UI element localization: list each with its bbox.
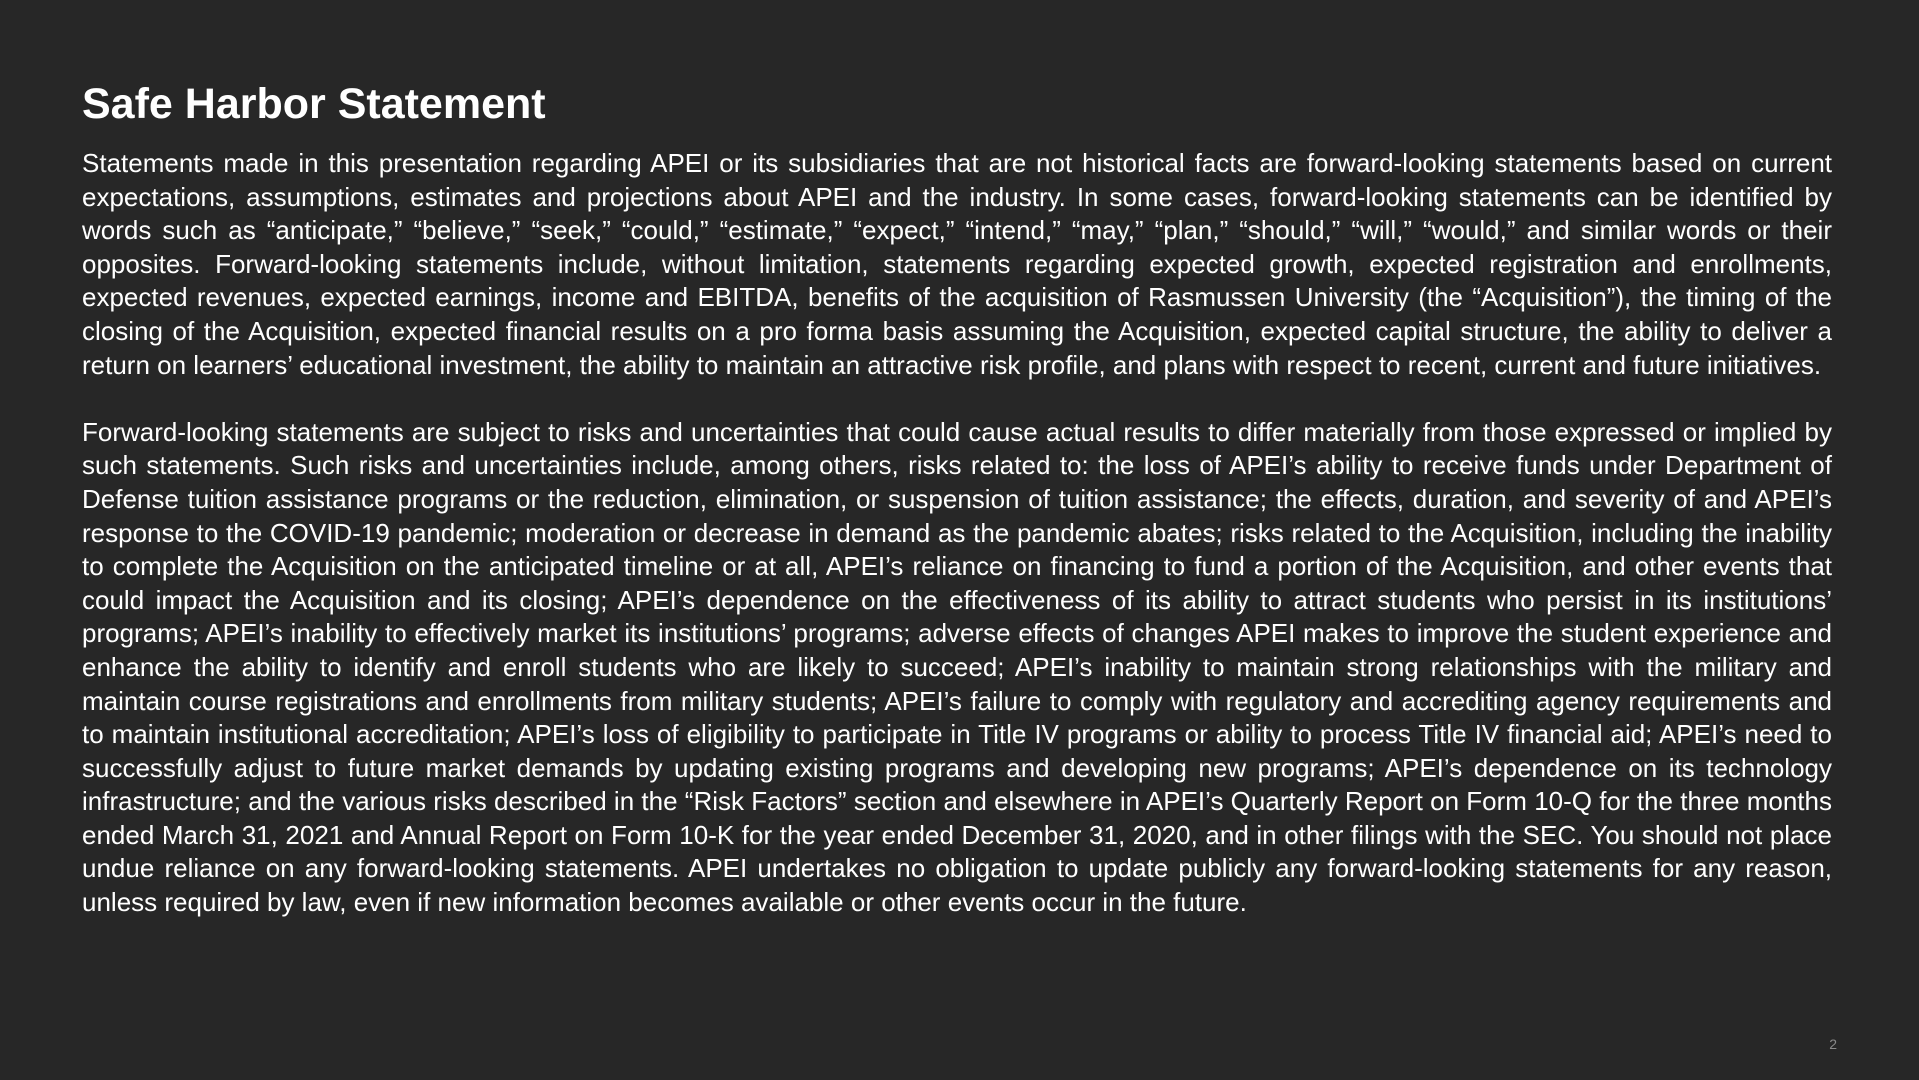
slide-body bbox=[82, 147, 1832, 920]
slide-title: Safe Harbor Statement bbox=[82, 80, 546, 128]
paragraph-risks-uncertainties: Forward-looking statements are subject to risks and uncertainties that could cause actual results to differ materially from those expressed or implied by such statements. Such risks and uncertainties include, among others, risks related to: the loss of APEI’s ability to receive funds under Department of Defense tuition assistance programs or the reduction, elimination, or suspension of tuition assistance; the effects, duration, and severity of and APEI’s response to the COVID-19 pandemic; moderation or decrease in demand as the pandemic abates; risks related to the Acquisition, including the inability to complete the Acquisition on the anticipated timeline or at all, APEI’s reliance on financing to fund a portion of the Acquisition, and other events that could impact the Acquisition and its closing; APEI’s dependence on the effectiveness of its ability to attract students who persist in its institutions’ programs; APEI’s inability to effectively market its institutions’ programs; adverse effects of changes APEI makes to improve the student experience and enhance the ability to identify and enroll students who are likely to succeed; APEI’s inability to maintain strong relationships with the military and maintain course registrations and enrollments from military students; APEI’s failure to comply with regulatory and accrediting agency requirements and to maintain institutional accreditation; APEI’s loss of eligibility to participate in Title IV programs or ability to process Title IV financial aid; APEI’s need to successfully adjust to future market demands by updating existing programs and developing new programs; APEI’s dependence on its technology infrastructure; and the various risks described in the “Risk Factors” section and elsewhere in APEI’s Quarterly Report on Form 10-Q for the three months ended March 31, 2021 and Annual Report on Form 10-K for the year ended December 31, 2020, and in other filings with the SEC. You should not place undue reliance on any forward-looking statements. APEI undertakes no obligation to update publicly any forward-looking statements for any reason, unless required by law, even if new information becomes available or other events occur in the future. bbox=[82, 416, 1832, 918]
page-number: 2 bbox=[1829, 1036, 1837, 1052]
paragraph-forward-looking-definition: Statements made in this presentation regarding APEI or its subsidiaries that are not historical facts are forward-looking statements based on current expectations, assumptions, estimates and projections about APEI and the industry. In some cases, forward-looking statements can be identified by words such as “anticipate,” “believe,” “seek,” “could,” “estimate,” “expect,” “intend,” “may,” “plan,” “should,” “will,” “would,” and similar words or their opposites. Forward-looking statements include, without limitation, statements regarding expected growth, expected registration and enrollments, expected revenues, expected earnings, income and EBITDA, benefits of the acquisition of Rasmussen University (the “Acquisition”), the timing of the closing of the Acquisition, expected financial results on a pro forma basis assuming the Acquisition, expected capital structure, the ability to deliver a return on learners’ educational investment, the ability to maintain an attractive risk profile, and plans with respect to recent, current and future initiatives. bbox=[82, 148, 1832, 380]
